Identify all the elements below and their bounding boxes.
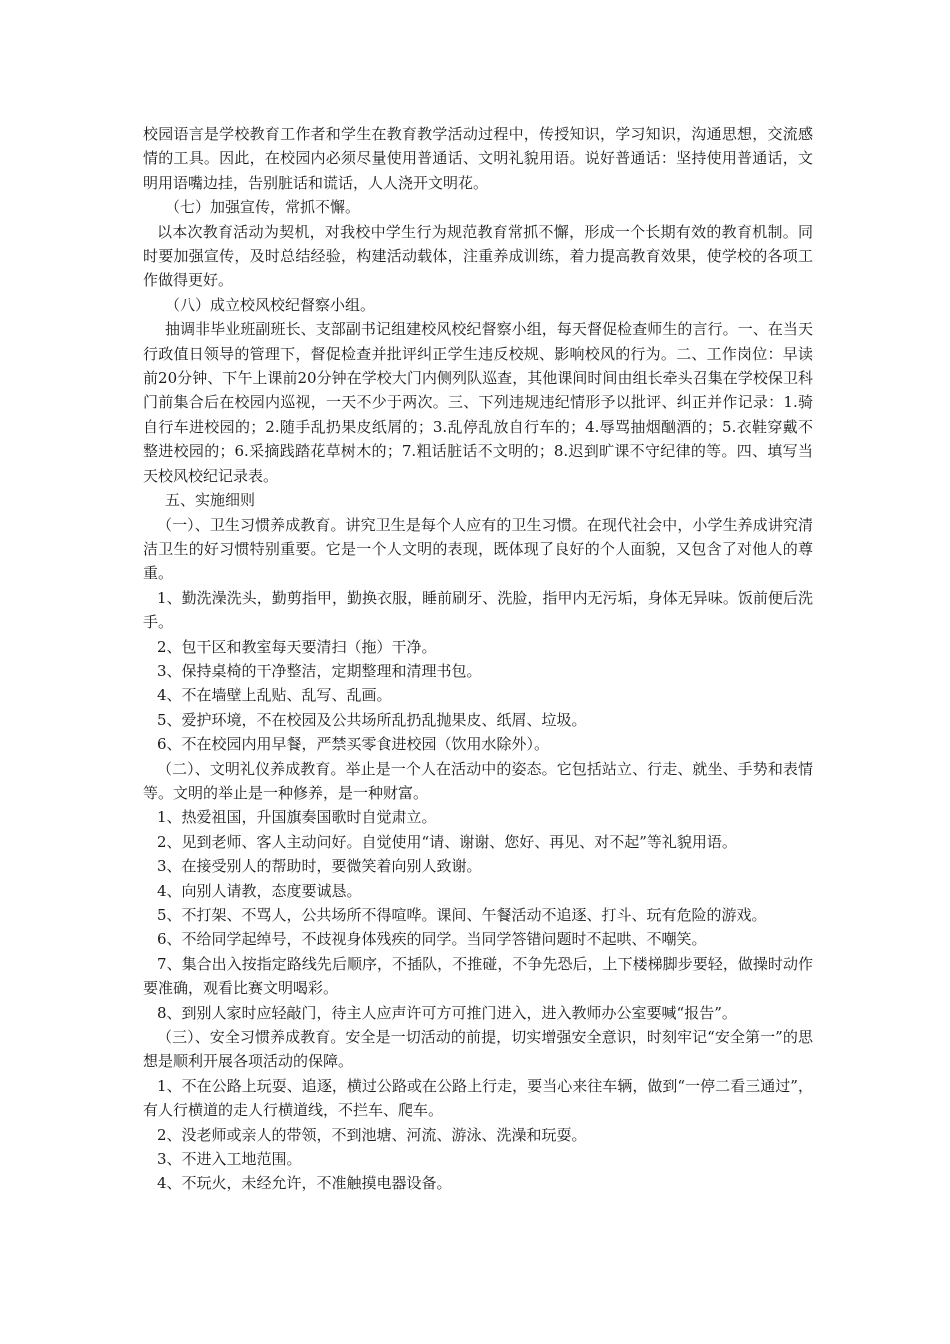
paragraph-section-8-body: 抽调非毕业班副班长、支部副书记组建校风校纪督察小组，每天督促检查师生的言行。一、在当天行政值日领导的管理下，督促检查并批评纠正学生违反校规、影响校风的行为。二、工作岗位：早读前20分钟、下午上课前20分钟在学校大门内侧列队巡查，其他课间时间由组长牵头召集在学校保卫科门前集合后在校园内巡视，一天不少于两次。三、下列违规违纪情形予以批评、纠正并作记录：1.骑自行车进校园的；2.随手乱扔果皮纸屑的；3.乱停乱放自行车的；4.辱骂抽烟酗酒的；5.衣鞋穿戴不整进校园的；6.采摘践踏花草树木的；7.粗话脏话不文明的；8.迟到旷课不守纪律的等。四、填写当天校风校纪记录表。 [143,320,813,485]
heading-implementation-details: 五、实施细则 [165,491,256,510]
list-item-safety-1: 1、不在公路上玩耍、追逐，横过公路或在公路上行走，要当心来往车辆，做到“一停二看三通过”，有人行横道的走人行横道线，不拦车、爬车。 [143,1076,813,1120]
paragraph-campus-language: 校园语言是学校教育工作者和学生在教育教学活动过程中，传授知识，学习知识，沟通思想，交流感情的工具。因此，在校园内必须尽量使用普通话、文明礼貌用语。说好普通话：坚持使用普通话，文明用语嘴边挂，告别脏话和谎话，人人浇开文明花。 [143,125,813,192]
document-body [143,122,813,1196]
paragraph-section-7-body: 以本次教育活动为契机，对我校中学生行为规范教育常抓不懈，形成一个长期有效的教育机制。同时要加强宣传，及时总结经验，构建活动载体，注重养成训练，着力提高教育效果，使学校的各项工作做得更好。 [143,222,813,290]
heading-section-8: （八）成立校风校纪督察小组。 [165,295,376,314]
list-item-etiquette-7: 7、集合出入按指定路线先后顺序，不插队，不推碰，不争先恐后，上下楼梯脚步要轻，做操时动作要准确，观看比赛文明喝彩。 [143,954,813,998]
list-item-etiquette-8: 8、到别人家时应轻敲门，待主人应声许可方可推门进入，进入教师办公室要喊“报告”。 [157,1003,737,1022]
list-item-etiquette-6: 6、不给同学起绰号，不歧视身体残疾的同学。当同学答错问题时不起哄、不嘲笑。 [157,930,707,949]
list-item-etiquette-4: 4、向别人请教，态度要诚恳。 [157,881,362,900]
list-item-etiquette-3: 3、在接受别人的帮助时，要微笑着向别人致谢。 [157,857,482,876]
list-item-etiquette-1: 1、热爱祖国，升国旗奏国歌时自觉肃立。 [157,808,437,827]
list-item-safety-3: 3、不进入工地范围。 [157,1150,302,1169]
list-item-hygiene-5: 5、爱护环境，不在校园及公共场所乱扔乱抛果皮、纸屑、垃圾。 [157,710,587,729]
paragraph-hygiene-intro: （一）、卫生习惯养成教育。讲究卫生是每个人应有的卫生习惯。在现代社会中，小学生养成讲究清洁卫生的好习惯特别重要。它是一个人文明的表现，既体现了良好的个人面貌，又包含了对他人的尊重。 [143,515,813,583]
list-item-etiquette-2: 2、见到老师、客人主动问好。自觉使用“请、谢谢、您好、再见、对不起”等礼貌用语。 [157,832,737,851]
paragraph-safety-intro: （三）、安全习惯养成教育。安全是一切活动的前提，切实增强安全意识，时刻牢记“安全第一”的思想是顺利开展各项活动的保障。 [143,1028,813,1071]
list-item-hygiene-6: 6、不在校园内用早餐，严禁买零食进校园（饮用水除外）。 [157,735,550,754]
list-item-hygiene-2: 2、包干区和教室每天要清扫（拖）干净。 [157,637,437,656]
list-item-etiquette-5: 5、不打架、不骂人，公共场所不得喧哗。课间、午餐活动不追逐、打斗、玩有危险的游戏。 [157,906,767,924]
list-item-safety-2: 2、没老师或亲人的带领，不到池塘、河流、游泳、洗澡和玩耍。 [157,1125,587,1144]
list-item-safety-4: 4、不玩火，未经允许，不准触摸电器设备。 [157,1174,452,1193]
list-item-hygiene-3: 3、保持桌椅的干净整洁，定期整理和清理书包。 [157,661,482,680]
list-item-hygiene-1: 1、勤洗澡洗头，勤剪指甲，勤换衣服，睡前刷牙、洗脸，指甲内无污垢，身体无异味。饭前便后洗手。 [143,588,813,632]
paragraph-etiquette-intro: （二）、文明礼仪养成教育。举止是一个人在活动中的姿态。它包括站立、行走、就坐、手势和表情等。文明的举止是一种修养，是一种财富。 [143,759,813,802]
list-item-hygiene-4: 4、不在墙壁上乱贴、乱写、乱画。 [157,686,392,705]
heading-section-7: （七）加强宣传，常抓不懈。 [165,198,361,217]
